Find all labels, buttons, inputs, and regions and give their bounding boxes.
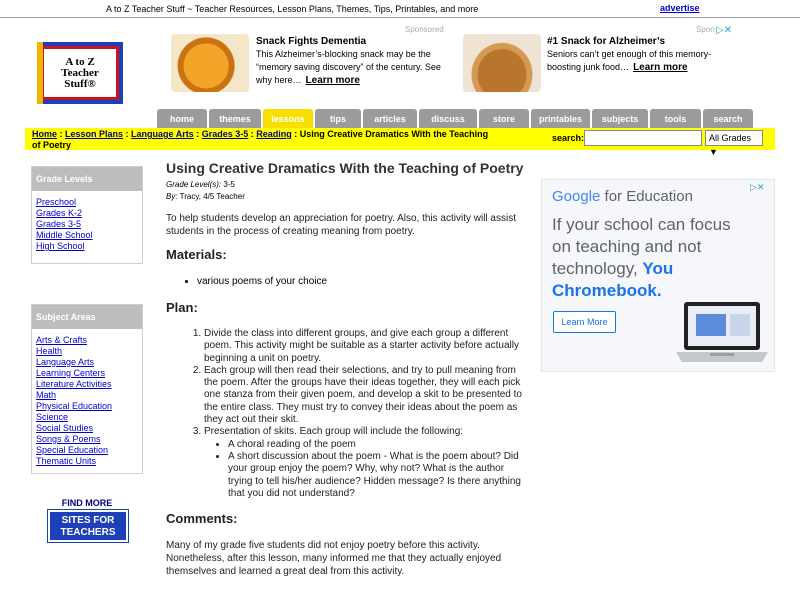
grade-value: 3-5 bbox=[223, 180, 235, 189]
ad-body-text: This Alzheimer’s-blocking snack may be the “memory saving discovery” of the century. See why here… bbox=[256, 49, 441, 85]
sites-btn-line-2: TEACHERS bbox=[60, 527, 116, 538]
google-for-education-logo bbox=[552, 188, 693, 205]
ad-body bbox=[547, 48, 742, 74]
comments-heading: Comments: bbox=[166, 511, 238, 527]
list-item[interactable] bbox=[36, 368, 138, 379]
google-education-ad[interactable] bbox=[541, 179, 775, 372]
list-item[interactable] bbox=[36, 434, 138, 445]
grade-levels-box bbox=[31, 166, 143, 264]
sponsored-label-2: Spon bbox=[696, 25, 715, 34]
grade-levels-list bbox=[32, 191, 142, 256]
site-logo[interactable] bbox=[37, 42, 123, 104]
plan-sublist bbox=[228, 439, 526, 500]
list-item[interactable] bbox=[36, 445, 138, 456]
chromebook-laptop-image bbox=[674, 300, 770, 366]
brand-rest: for Education bbox=[600, 188, 693, 205]
tab-tools[interactable]: tools bbox=[650, 109, 701, 128]
materials-list bbox=[197, 275, 526, 288]
advertise-link[interactable]: advertise bbox=[660, 3, 700, 13]
top-bar bbox=[0, 0, 800, 18]
materials-heading: Materials: bbox=[166, 247, 227, 262]
list-item: • A short discussion about the poem - What is the poem about? Did your group enjoy the poem? Why, why not? What is the author trying to tell his/her audience? Hidden message? Is there anything that you did not understand? bbox=[228, 451, 526, 500]
find-more-label: FIND MORE bbox=[61, 498, 113, 508]
list-item[interactable] bbox=[36, 379, 138, 390]
tab-store[interactable]: store bbox=[479, 109, 529, 128]
tab-search[interactable]: search bbox=[703, 109, 753, 128]
ad-learn-more-link[interactable]: Learn more bbox=[633, 62, 688, 73]
tab-lessons[interactable]: lessons bbox=[263, 109, 313, 128]
subject-areas-list bbox=[32, 329, 142, 471]
subject-link[interactable]: Literature Activities bbox=[36, 379, 112, 389]
ad-body bbox=[256, 48, 441, 87]
breadcrumb: Home : Lesson Plans : Language Arts : Grades 3-5 : Reading : Using Creative Dramatics With the Teaching of Poetry bbox=[32, 129, 489, 150]
subject-link[interactable]: Social Studies bbox=[36, 423, 94, 433]
ad-learn-more-link[interactable]: Learn more bbox=[305, 75, 360, 86]
list-item[interactable] bbox=[36, 219, 138, 230]
grade-link[interactable]: Middle School bbox=[36, 230, 93, 240]
breadcrumb-home[interactable]: Home bbox=[32, 129, 58, 139]
intro-text: To help students develop an appreciation for poetry. Also, this activity will assist students in the process of creating meaning from poetry. bbox=[166, 213, 516, 237]
subject-areas-box bbox=[31, 304, 143, 474]
subject-link[interactable]: Learning Centers bbox=[36, 368, 106, 378]
ad-title: Snack Fights Dementia bbox=[256, 36, 367, 47]
list-item[interactable] bbox=[36, 423, 138, 434]
list-item[interactable] bbox=[36, 401, 138, 412]
learn-more-button[interactable]: Learn More bbox=[553, 311, 616, 333]
sponsored-label: Sponsored bbox=[405, 25, 444, 34]
grade-link[interactable]: Grades K-2 bbox=[36, 208, 83, 218]
ad-headline-emphasis: You Chromebook. bbox=[552, 259, 674, 300]
logo-line-2: Teacher bbox=[61, 66, 99, 79]
list-item: 2. Each group will then read their selections, and try to pull meaning from the poem. After the groups have their ideas together, they will each pick one stanza from their given poem, and develop a skit to be presented to the entire class. They must try to convey their ideas about the poem as they act out their skit. bbox=[204, 365, 526, 426]
lesson-content bbox=[166, 160, 526, 578]
plan-list bbox=[204, 328, 526, 500]
list-item: 1. Divide the class into different groups, and give each group a different poem. This activity might be suitable as a starter activity before actually beginning a unit on poetry. bbox=[204, 328, 526, 365]
grade-meta bbox=[166, 179, 526, 191]
breadcrumb-bar bbox=[25, 128, 775, 157]
ad-title: #1 Snack for Alzheimer’s bbox=[547, 36, 666, 47]
list-item[interactable] bbox=[36, 241, 138, 252]
list-item[interactable] bbox=[36, 208, 138, 219]
sites-for-teachers-button[interactable] bbox=[48, 510, 128, 542]
site-tagline: A to Z Teacher Stuff ~ Teacher Resources, Lesson Plans, Themes, Tips, Printables, and more bbox=[106, 4, 479, 14]
main-nav bbox=[157, 109, 755, 128]
logo-line-1: A to Z bbox=[65, 55, 95, 68]
ad-snack-dementia[interactable] bbox=[171, 34, 441, 94]
logo-line-3: Stuff® bbox=[64, 77, 96, 90]
author-label: By: bbox=[166, 192, 178, 201]
list-item[interactable] bbox=[36, 230, 138, 241]
tab-tips[interactable]: tips bbox=[315, 109, 361, 128]
breadcrumb-reading[interactable]: Reading bbox=[256, 129, 292, 139]
ad-headline bbox=[552, 214, 742, 302]
brand-google: Google bbox=[552, 188, 601, 205]
list-item: • various poems of your choice bbox=[197, 275, 526, 288]
breadcrumb-lesson-plans[interactable]: Lesson Plans bbox=[65, 129, 124, 139]
tab-subjects[interactable]: subjects bbox=[592, 109, 648, 128]
plan-step-text: Presentation of skits. Each group will include the following: bbox=[204, 426, 464, 438]
grade-select[interactable] bbox=[705, 130, 763, 157]
tab-articles[interactable]: articles bbox=[363, 109, 417, 128]
author-value: Tracy, 4/5 Teacher bbox=[179, 192, 245, 201]
grade-label: Grade Level(s): bbox=[166, 180, 222, 189]
search-label: search: bbox=[552, 133, 585, 143]
subject-link[interactable]: Language Arts bbox=[36, 357, 95, 367]
peanut-butter-image bbox=[463, 34, 541, 92]
logo-stripe bbox=[37, 42, 43, 104]
list-item[interactable] bbox=[36, 412, 138, 423]
subject-link[interactable]: Special Education bbox=[36, 445, 109, 455]
breadcrumb-language-arts[interactable]: Language Arts bbox=[131, 129, 194, 139]
subject-link[interactable]: Physical Education bbox=[36, 401, 113, 411]
search-input[interactable] bbox=[584, 130, 702, 146]
list-item[interactable] bbox=[36, 197, 138, 208]
dropdown-arrow-icon: ▼ bbox=[709, 147, 718, 157]
breadcrumb-current: Using Creative Dramatics With the Teaching of Poetry bbox=[32, 129, 489, 150]
tab-home[interactable]: home bbox=[157, 109, 207, 128]
ad-body-text: Seniors can’t get enough of this memory-boosting junk food… bbox=[547, 49, 712, 72]
subject-link[interactable]: Thematic Units bbox=[36, 456, 97, 466]
grade-link[interactable]: Grades 3-5 bbox=[36, 219, 82, 229]
ad-choices-icon[interactable]: ▷✕ bbox=[750, 182, 765, 192]
ad-snack-alzheimers[interactable] bbox=[463, 34, 743, 94]
list-item[interactable] bbox=[36, 357, 138, 368]
comments-text: Many of my grade five students did not enjoy poetry before this activity. Nonetheless, after this lesson, many informed me that they actually enjoyed themselves and learned a great deal from this activity. bbox=[166, 540, 502, 578]
plan-heading: Plan: bbox=[166, 300, 198, 315]
list-item[interactable] bbox=[36, 335, 138, 346]
list-item bbox=[204, 426, 526, 500]
tab-themes[interactable]: themes bbox=[209, 109, 261, 128]
grade-link[interactable]: High School bbox=[36, 241, 85, 251]
subject-link[interactable]: Health bbox=[36, 346, 63, 356]
list-item[interactable] bbox=[36, 390, 138, 401]
subject-link[interactable]: Math bbox=[36, 390, 57, 400]
grade-link[interactable]: Preschool bbox=[36, 197, 77, 207]
tab-printables[interactable]: printables bbox=[531, 109, 590, 128]
subject-link[interactable]: Science bbox=[36, 412, 69, 422]
list-item: • A choral reading of the poem bbox=[228, 439, 526, 451]
logo-text bbox=[41, 46, 119, 100]
ad-choices-icon[interactable]: ▷✕ bbox=[716, 25, 733, 36]
ad-headline-text: If your school can focus on teaching and not technology, bbox=[552, 215, 731, 278]
tab-discuss[interactable]: discuss bbox=[419, 109, 477, 128]
grade-select-value: All Grades bbox=[709, 133, 752, 143]
grade-levels-heading: Grade Levels bbox=[32, 167, 142, 191]
subject-link[interactable]: Arts & Crafts bbox=[36, 335, 88, 345]
sites-btn-line-1: SITES FOR bbox=[61, 515, 115, 526]
honey-jar-image bbox=[171, 34, 249, 92]
breadcrumb-grades-3-5[interactable]: Grades 3-5 bbox=[201, 129, 249, 139]
list-item[interactable] bbox=[36, 346, 138, 357]
page-title: Using Creative Dramatics With the Teaching of Poetry bbox=[166, 160, 524, 176]
subject-link[interactable]: Songs & Poems bbox=[36, 434, 101, 444]
list-item[interactable] bbox=[36, 456, 138, 467]
author-meta bbox=[166, 191, 526, 203]
subject-areas-heading: Subject Areas bbox=[32, 305, 142, 329]
